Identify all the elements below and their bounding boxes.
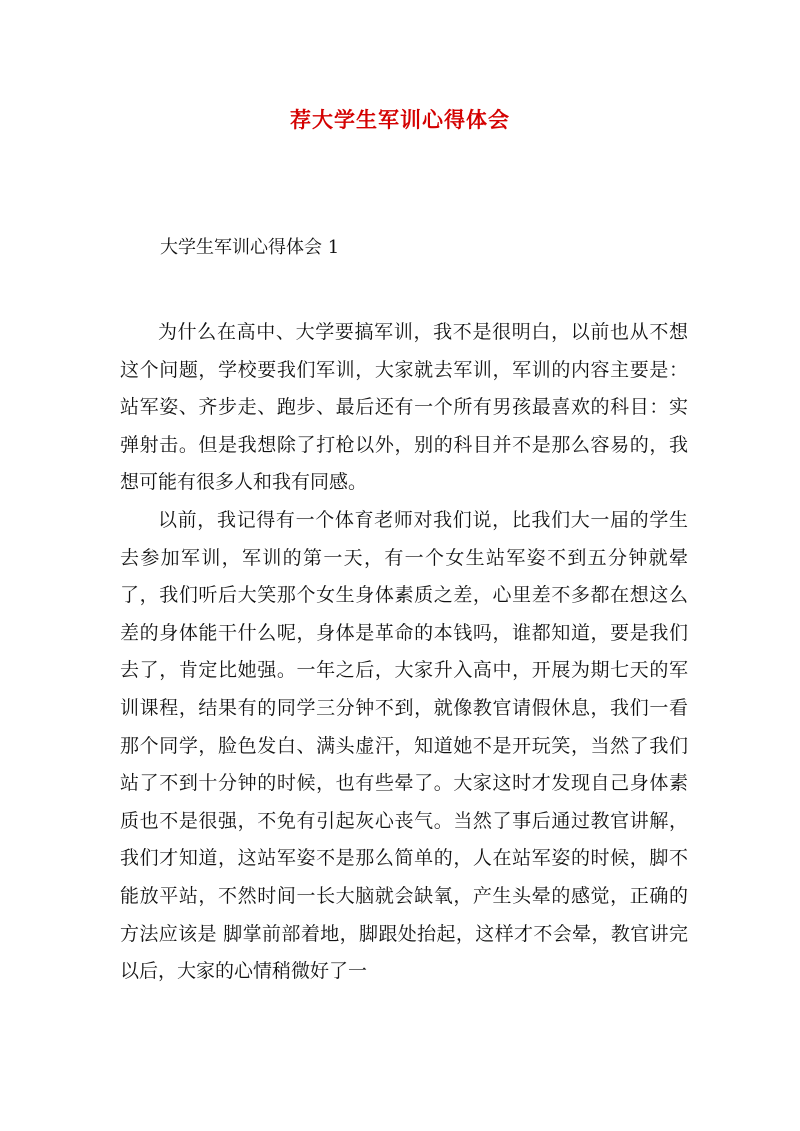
- paragraph: 为什么在高中、大学要搞军训，我不是很明白，以前也从不想这个问题，学校要我们军训，大家就去军训，军训的内容主要是：站军姿、齐步走、跑步、最后还有一个所有男孩最喜欢的科目：实弹射击。但是我想除了打枪以外，别的科目并不是那么容易的，我想可能有很多人和我有同感。: [120, 321, 688, 494]
- section-heading: 大学生军训心得体会 1: [160, 237, 340, 258]
- body-text: [120, 314, 688, 991]
- document-title: 荐大学生军训心得体会: [290, 107, 510, 132]
- paragraph: 以前，我记得有一个体育老师对我们说，比我们大一届的学生去参加军训，军训的第一天，有一个女生站军姿不到五分钟就晕了，我们听后大笑那个女生身体素质之差，心里差不多都在想这么差的身体能干什么呢，身体是革命的本钱吗，谁都知道，要是我们去了，肯定比她强。一年之后，大家升入高中，开展为期七天的军训课程，结果有的同学三分钟不到，就像教官请假休息，我们一看那个同学，脸色发白、满头虚汗，知道她不是开玩笑，当然了我们站了不到十分钟的时候，也有些晕了。大家这时才发现自己身体素质也不是很强，不免有引起灰心丧气。当然了事后通过教官讲解，我们才知道，这站军姿不是那么简单的，人在站军姿的时候，脚不能放平站，不然时间一长大脑就会缺氧，产生头晕的感觉，正确的方法应该是 脚掌前部着地，脚跟处抬起，这样才不会晕，教官讲完以后，大家的心情稍微好了一: [120, 508, 688, 983]
